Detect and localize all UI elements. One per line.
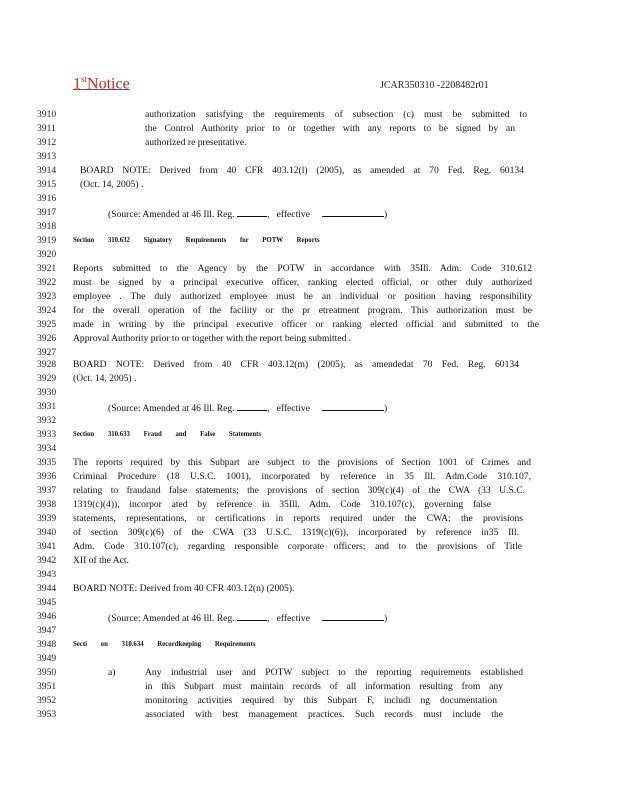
text-line [0, 304, 618, 318]
register-blank [237, 400, 267, 411]
line-number: 3942 [37, 555, 57, 566]
line-number: 3932 [37, 415, 57, 426]
text-line [0, 318, 618, 332]
text-line [0, 568, 618, 582]
text-line [0, 554, 618, 568]
line-number: 3934 [37, 443, 57, 454]
line-text: Criminal Procedure (18 U.S.C. 1001), incorporated by reference in 35 Ill. Adm.Code 310.107, [73, 471, 531, 482]
line-text: Adm. Code 310.107(c), regarding responsible corporate officers; and to the provisions of Title [73, 541, 522, 552]
line-text: Approval Authority prior to or together with the report being submitted . [73, 333, 352, 344]
line-text: BOARD NOTE: Derived from 40 CFR 403.12(n) (2005). [73, 583, 295, 594]
text-line [0, 442, 618, 456]
text-line [0, 498, 618, 512]
line-number: 3948 [37, 639, 57, 650]
line-text: monitoring activities required by this Subpart F, includi ng documentation [145, 695, 497, 706]
line-number: 3928 [37, 359, 57, 370]
line-number: 3916 [37, 193, 57, 204]
line-number: 3912 [37, 137, 57, 148]
line-number: 3920 [37, 249, 57, 260]
text-line [0, 540, 618, 554]
effective-date-blank [322, 400, 384, 411]
line-number: 3949 [37, 653, 57, 664]
line-text: statements, representations, or certifications in reports required under the CWA; the provisions [73, 513, 523, 524]
line-text: made in writing by the principal executive officer or ranking elected official and submitted to the [73, 319, 539, 330]
text-line [0, 638, 618, 652]
text-line [0, 192, 618, 206]
line-number: 3915 [37, 179, 57, 190]
line-number: 3939 [37, 513, 57, 524]
line-number: 3924 [37, 305, 57, 316]
line-number: 3941 [37, 541, 57, 552]
text-line [0, 708, 618, 722]
line-number: 3950 [37, 667, 57, 678]
line-number: 3947 [37, 625, 57, 636]
document-id: JCAR350310 -2208482r01 [380, 80, 489, 91]
line-text: The reports required by this Subpart are subject to the provisions of Section 1001 of Crimes and [73, 457, 531, 468]
line-number: 3917 [37, 207, 57, 218]
line-number: 3921 [37, 263, 57, 274]
line-number: 3940 [37, 527, 57, 538]
line-number: 3923 [37, 291, 57, 302]
effective-date-blank [322, 610, 384, 621]
register-blank [237, 610, 267, 621]
line-text: 1319(c)(4)), incorpor ated by reference in 35Ill. Adm. Code 310.107(c), governing false [73, 499, 491, 510]
text-line [0, 386, 618, 400]
effective-date-blank [322, 206, 384, 217]
notice-heading: 1stNotice [73, 74, 130, 93]
line-number: 3951 [37, 681, 57, 692]
register-blank [237, 206, 267, 217]
line-number: 3911 [37, 123, 56, 134]
text-line [0, 428, 618, 442]
line-text: (Oct. 14, 2005) . [73, 373, 137, 384]
text-line [0, 332, 618, 346]
text-line [0, 234, 618, 248]
line-text: in this Subpart must maintain records of all information resulting from any [145, 681, 503, 692]
text-line [0, 610, 618, 624]
line-number: 3952 [37, 695, 57, 706]
section-heading: Section 310.632 Signatory Requirements for POTW Reports [73, 237, 320, 244]
text-line [0, 694, 618, 708]
item-label: a) [108, 667, 116, 678]
line-number: 3931 [37, 401, 57, 412]
text-line [0, 290, 618, 304]
line-number: 3936 [37, 471, 57, 482]
line-text: Any industrial user and POTW subject to the reporting requirements established [145, 667, 523, 678]
line-number: 3914 [37, 165, 57, 176]
line-number: 3933 [37, 429, 57, 440]
text-line [0, 206, 618, 220]
line-text: of section 309(c)(6) of the CWA (33 U.S.C. 1319(c)(6)), incorporated by reference in35 Ill. [73, 527, 519, 538]
line-text: associated with best management practices. Such records must include the [145, 709, 503, 720]
text-line [0, 136, 618, 150]
line-number: 3929 [37, 373, 57, 384]
source-note: (Source: Amended at 46 Ill. Reg. , effective ) [108, 206, 387, 222]
line-text: for the overall operation of the facility or the pr etreatment program. This authorization must be [73, 305, 532, 316]
line-text: (Oct. 14, 2005) . [80, 179, 144, 190]
text-line [0, 526, 618, 540]
line-number: 3953 [37, 709, 57, 720]
text-line [0, 456, 618, 470]
line-number: 3919 [37, 235, 57, 246]
section-heading: Section 310.633 Fraud and False Statements [73, 431, 262, 438]
line-text: XII of the Act. [73, 555, 129, 566]
line-number: 3925 [37, 319, 57, 330]
line-text: BOARD NOTE: Derived from 40 CFR 403.12(l) (2005), as amended at 70 Fed. Reg. 60134 [80, 165, 524, 176]
text-line [0, 680, 618, 694]
text-line [0, 414, 618, 428]
line-number: 3943 [37, 569, 57, 580]
line-number: 3930 [37, 387, 57, 398]
line-text: authorized re presentative. [145, 137, 247, 148]
text-line [0, 512, 618, 526]
text-line [0, 652, 618, 666]
line-text: BOARD NOTE: Derived from 40 CFR 403.12(m) (2005), as amendedat 70 Fed. Reg. 60134 [73, 359, 519, 370]
text-line [0, 178, 618, 192]
line-text: relating to fraudand false statements; the provisions of section 309(c)(4) of the CWA (33 U.S.C. [73, 485, 525, 496]
line-text: the Control Authority prior to or together with any reports to be signed by an [145, 123, 515, 134]
text-line [0, 248, 618, 262]
text-line [0, 164, 618, 178]
text-line [0, 400, 618, 414]
text-line [0, 358, 618, 372]
line-number: 3946 [37, 611, 57, 622]
source-note: (Source: Amended at 46 Ill. Reg. , effective ) [108, 610, 387, 626]
section-heading: Secti on 310.634 Recordkeeping Requirements [73, 641, 256, 648]
text-line [0, 582, 618, 596]
line-number: 3918 [37, 221, 57, 232]
text-line [0, 484, 618, 498]
line-number: 3938 [37, 499, 57, 510]
line-number: 3937 [37, 485, 57, 496]
line-number: 3935 [37, 457, 57, 468]
line-number: 3945 [37, 597, 57, 608]
source-note: (Source: Amended at 46 Ill. Reg. , effective ) [108, 400, 387, 416]
line-number: 3913 [37, 151, 57, 162]
line-text: must be signed by a principal executive officer, ranking elected official, or other duly authorized [73, 277, 532, 288]
line-text: employee . The duly authorized employee must be an individual or position having responsibility [73, 291, 532, 302]
text-line [0, 150, 618, 164]
text-line [0, 624, 618, 638]
text-line [0, 596, 618, 610]
line-text: authorization satisfying the requirements of subsection (c) must be submitted to [145, 109, 527, 120]
line-number: 3910 [37, 109, 57, 120]
text-line [0, 220, 618, 234]
line-number: 3926 [37, 333, 57, 344]
text-line [0, 372, 618, 386]
text-line [0, 470, 618, 484]
line-number: 3927 [37, 347, 57, 358]
text-line [0, 276, 618, 290]
line-number: 3922 [37, 277, 57, 288]
text-line [0, 108, 618, 122]
line-text: Reports submitted to the Agency by the POTW in accordance with 35Ill. Adm. Code 310.612 [73, 263, 532, 274]
line-number: 3944 [37, 583, 57, 594]
text-line [0, 666, 618, 680]
text-line [0, 122, 618, 136]
text-line [0, 262, 618, 276]
